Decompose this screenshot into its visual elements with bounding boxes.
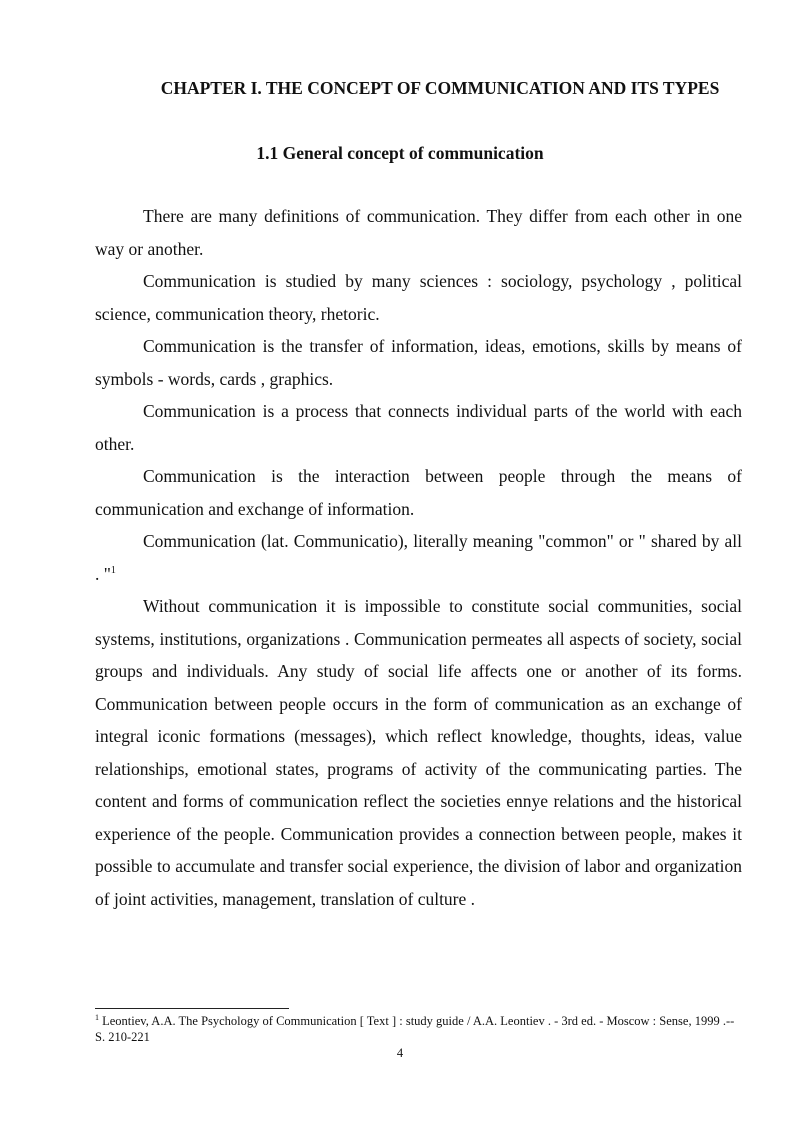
paragraph: Communication is the transfer of information, ideas, emotions, skills by means of symbols - words, cards , graphics. <box>95 336 742 389</box>
footnote <box>95 1014 743 1045</box>
section-title: 1.1 General concept of communication <box>256 143 544 163</box>
paragraph-text: Communication (lat. Communicatio), literally meaning "common" or " shared by all . " <box>95 531 742 584</box>
footnote-text: Leontiev, A.A. The Psychology of Communication [ Text ] : study guide / A.A. Leontiev . - 3rd ed. - Moscow : Sense, 1999 .-- S. 210-221 <box>95 1014 735 1044</box>
paragraph: Communication is a process that connects individual parts of the world with each other. <box>95 401 742 454</box>
footnote-reference[interactable]: 1 <box>110 564 116 576</box>
page-number: 4 <box>396 1046 404 1060</box>
paragraph: There are many definitions of communication. They differ from each other in one way or another. <box>95 206 742 259</box>
paragraph-with-footnote-ref <box>95 525 742 590</box>
paragraph: Without communication it is impossible to constitute social communities, social systems, institutions, organizations . Communication permeates all aspects of society, social groups and individuals. Any study of social life affects one or another of its forms. Communication between people occurs in the form of communication as an exchange of integral iconic formations (messages), which reflect knowledge, thoughts, ideas, value relationships, emotional states, programs of activity of the communicating parties. The content and forms of communication reflect the societies ennye relations and the historical experience of the people. Communication provides a connection between people, makes it possible to accumulate and transfer social experience, the division of labor and organization of joint activities, management, translation of culture . <box>95 596 742 909</box>
paragraph: Communication is the interaction between people through the means of communication and exchange of information. <box>95 466 742 519</box>
body-text <box>95 200 742 915</box>
paragraph: Communication is studied by many sciences : sociology, psychology , political science, communication theory, rhetoric. <box>95 271 742 324</box>
footnote-separator <box>95 1008 289 1009</box>
footnote-marker: 1 <box>95 1012 99 1022</box>
chapter-title: CHAPTER I. THE CONCEPT OF COMMUNICATION AND ITS TYPES <box>160 78 720 98</box>
